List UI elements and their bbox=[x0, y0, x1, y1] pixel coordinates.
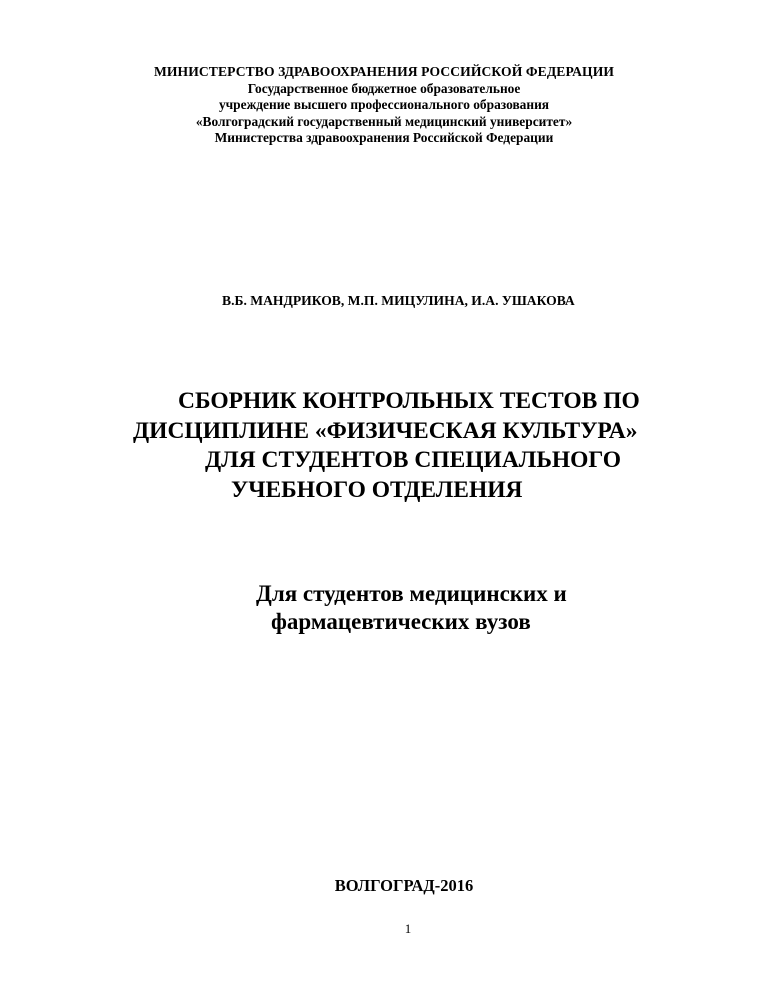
city-year: ВОЛГОГРАД-2016 bbox=[334, 876, 474, 895]
authors: В.Б. МАНДРИКОВ, М.П. МИЦУЛИНА, И.А. УШАКОВА bbox=[222, 293, 575, 308]
institution-education-line: учреждение высшего профессионального образования bbox=[218, 97, 550, 113]
title-line: УЧЕБНОГО ОТДЕЛЕНИЯ bbox=[231, 476, 523, 503]
ministry-affiliation-line: Министерства здравоохранения Российской Федерации bbox=[214, 130, 554, 146]
university-name-line: «Волгоградский государственный медицинский университет» bbox=[195, 113, 573, 129]
title-line: ДЛЯ СТУДЕНТОВ СПЕЦИАЛЬНОГО bbox=[205, 447, 622, 473]
ministry-line: МИНИСТЕРСТВО ЗДРАВООХРАНЕНИЯ РОССИЙСКОЙ ФЕДЕРАЦИИ bbox=[153, 64, 615, 79]
subtitle-line: Для студентов медицинских и bbox=[256, 581, 567, 606]
subtitle-line: фармацевтических вузов bbox=[271, 609, 531, 634]
page-number: 1 bbox=[404, 921, 412, 936]
document-title bbox=[0, 387, 768, 505]
title-line: СБОРНИК КОНТРОЛЬНЫХ ТЕСТОВ ПО bbox=[178, 388, 640, 414]
institution-header bbox=[0, 64, 768, 147]
title-line: ДИСЦИПЛИНЕ «ФИЗИЧЕСКАЯ КУЛЬТУРА» bbox=[133, 417, 638, 444]
document-subtitle bbox=[0, 580, 768, 636]
institution-type-line: Государственное бюджетное образовательное bbox=[247, 80, 521, 96]
